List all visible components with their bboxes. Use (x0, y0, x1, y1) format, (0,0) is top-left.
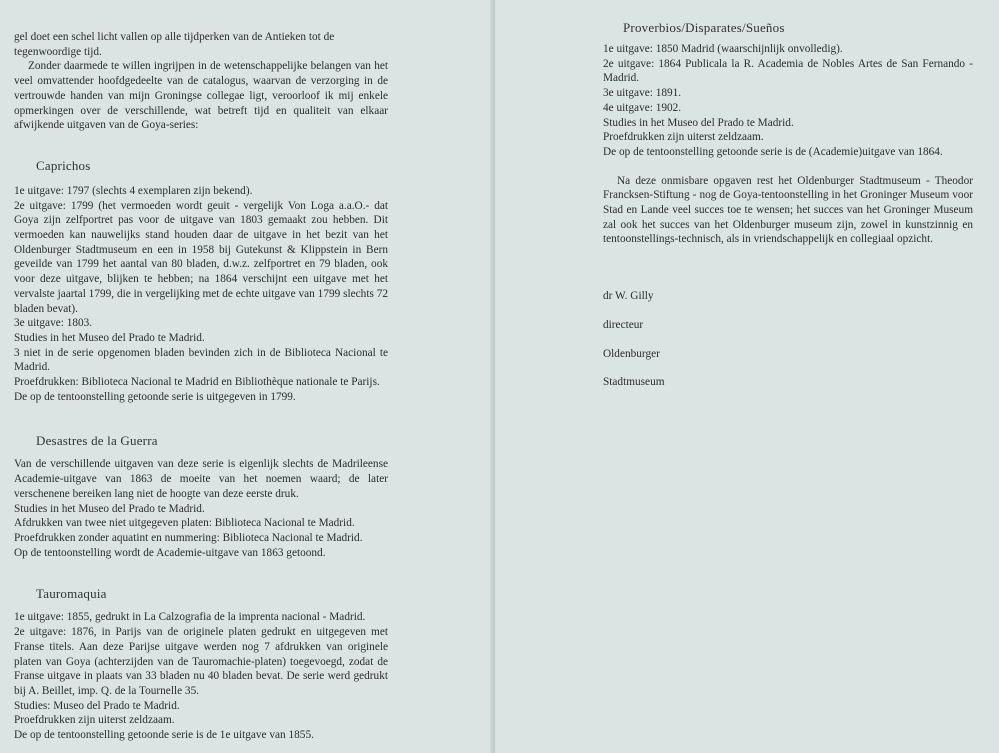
tauromaquia-line: De op de tentoonstelling getoonde serie is de 1e uitgave van 1855. (14, 729, 314, 742)
desastres-line: Afdrukken van twee niet uitgegeven platen: Biblioteca Nacional te Madrid. (14, 517, 355, 530)
desastres-heading: Desastres de la Guerra (36, 433, 158, 449)
proverbios-line: 2e uitgave: 1864 Publicala la R. Academia de Nobles Artes de San Fernando - Madrid. (603, 57, 973, 85)
right-page (495, 0, 999, 753)
desastres-line: Op de tentoonstelling wordt de Academie-uitgave van 1863 getoond. (14, 546, 326, 559)
signature-org: Stadtmuseum (603, 376, 665, 389)
proverbios-heading: Proverbios/Disparates/Sueños (623, 20, 785, 35)
desastres-line: Proefdrukken zonder aquatint en nummering: Biblioteca Nacional te Madrid. (14, 531, 363, 544)
signature-role: directeur (603, 318, 644, 331)
signature-name: dr W. Gilly (603, 290, 654, 303)
proverbios-line: 3e uitgave: 1891. (603, 87, 682, 100)
proverbios-line: 1e uitgave: 1850 Madrid (waarschijnlijk onvolledig). (603, 43, 843, 55)
caprichos-line: De op de tentoonstelling getoonde serie is uitgegeven in 1799. (14, 390, 296, 403)
signature-org: Oldenburger (603, 347, 660, 360)
caprichos-line: 3 niet in de serie opgenomen bladen bevinden zich in de Biblioteca Nacional te Madrid. (14, 346, 388, 374)
caprichos-line: Studies in het Museo del Prado te Madrid. (14, 331, 205, 344)
left-page (0, 0, 495, 753)
tauromaquia-line: Studies: Museo del Prado te Madrid. (14, 699, 180, 712)
caprichos-line: 1e uitgave: 1797 (slechts 4 exemplaren zijn bekend). (14, 184, 253, 197)
tauromaquia-line: 2e uitgave: 1876, in Parijs van de originele platen gedrukt en uitgegeven met Franse titels. Aan deze Parijse uitgave werden nog 7 afdrukken van originele platen van Goya (achterzijden van de Tauromachie-platen) toegevoegd, zodat de Franse uitgave in plaats van 33 bladen nu 40 bladen bevat. De serie werd gedrukt bij A. Beillet, imp. Q. de la Tournelle 35. (14, 626, 388, 697)
proverbios-line: Studies in het Museo del Prado te Madrid. (603, 116, 794, 129)
caprichos-line: 3e uitgave: 1803. (14, 317, 93, 330)
caprichos-heading: Caprichos (36, 157, 91, 173)
desastres-line: Studies in het Museo del Prado te Madrid. (14, 502, 205, 515)
proverbios-line: 4e uitgave: 1902. (603, 101, 682, 114)
proverbios-line: De op de tentoonstelling getoonde serie is de (Academie)uitgave van 1864. (603, 145, 943, 158)
intro-paragraph: Zonder daarmede te willen ingrijpen in de wetenschappelijke belangen van het veel omvattender hoofdgedeelte van de catalogus, waarvan de verzorging in de vertrouwde handen van mijn Groningse collegae ligt, veroorloof ik mij enkele opmerkingen over de verschillende, wat betreft tijd en qualiteit van elkaar afwijkende uitgaven van de Goya-series: (14, 60, 388, 132)
closing-paragraph: Na deze onmisbare opgaven rest het Oldenburger Stadtmuseum - Theodor Francksen-Stiftung - nog de Goya-tentoonstelling in het Groninger Museum voor Stad en Lande veel succes toe te wensen; het succes van het Groninger Museum zal ook het succes van het Oldenburger museum zijn, zowel in kunstzinnig en tentoonstellings-technisch, als in vriendschappelijk en collegiaal opzicht. (603, 174, 973, 246)
desastres-line: Van de verschillende uitgaven van deze serie is eigenlijk slechts de Madrileense Academie-uitgave van 1863 de moeite van het noemen waard; de later verschenene bereiken lang niet de hoogte van deze eerste druk. (14, 458, 388, 500)
intro-continuation: gel doet een schel licht vallen op alle tijdperken van de Antieken tot de tegenwoordige tijd. (14, 31, 335, 58)
proverbios-line: Proefdrukken zijn uiterst zeldzaam. (603, 131, 764, 144)
tauromaquia-line: Proefdrukken zijn uiterst zeldzaam. (14, 714, 175, 727)
tauromaquia-heading: Tauromaquia (36, 586, 107, 602)
caprichos-line: Proefdrukken: Biblioteca Nacional te Madrid en Bibliothèque nationale te Parijs. (14, 376, 380, 389)
tauromaquia-line: 1e uitgave: 1855, gedrukt in La Calzografia de la imprenta nacional - Madrid. (14, 611, 366, 624)
caprichos-line: 2e uitgave: 1799 (het vermoeden wordt geuit - vergelijk Von Loga a.a.O.- dat Goya zijn zelfportret pas voor de uitgave van 1803 gemaakt zou hebben. Dit vermoeden kan nauwelijks stand houden daar de uitgave in het bezit van het Oldenburger Stadtmuseum en een in 1958 bij Gutekunst & Klippstein in Bern geveilde van 1799 het aantal van 80 bladen, d.w.z. zelfportret en 79 bladen, ook voor deze uitgave, blijken te hebben; na 1864 verschijnt een uitgave met het vervalste jaartal 1799, die in vergelijking met de echte uitgave van 1799 slechts 72 bladen bevat). (14, 199, 388, 315)
